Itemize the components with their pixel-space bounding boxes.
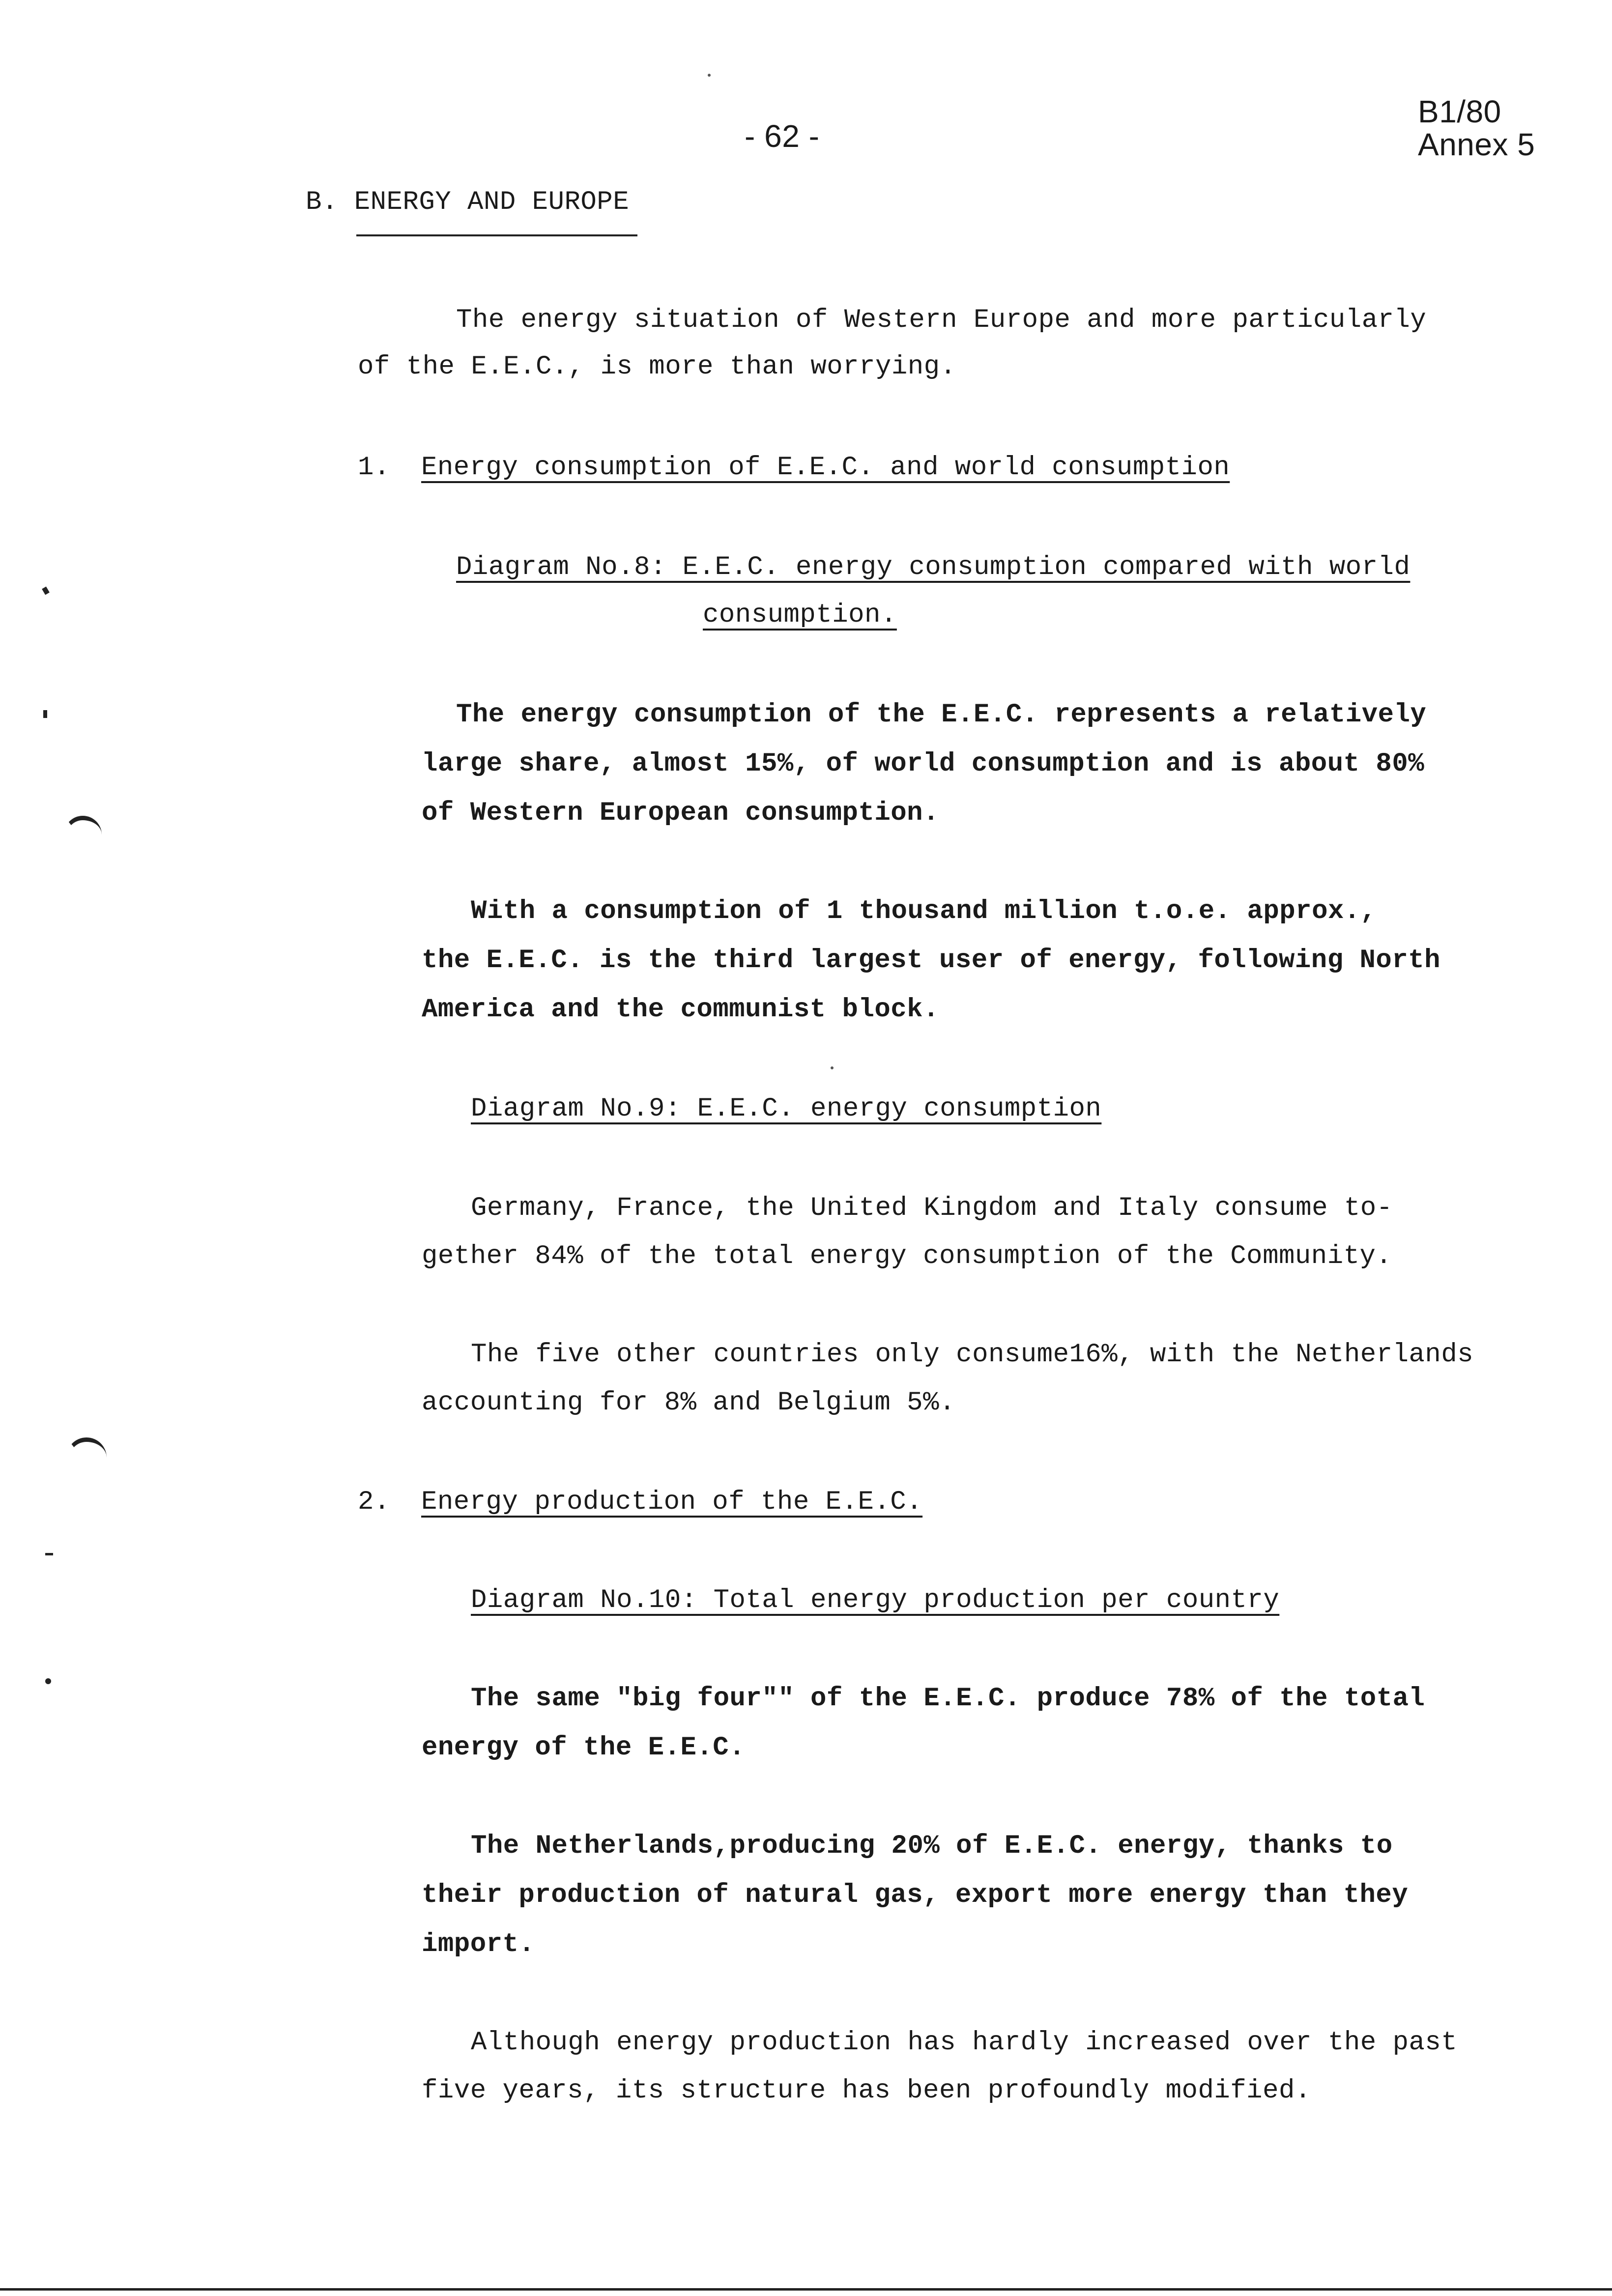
section-title-underline <box>356 234 637 236</box>
scan-speck <box>45 1678 51 1684</box>
paragraph-line: The five other countries only consume16%, with the Netherlands <box>471 1340 1474 1370</box>
item-2-number: 2. <box>358 1487 390 1517</box>
paragraph-line: gether 84% of the total energy consumption of the Community. <box>422 1241 1392 1271</box>
annex-label: Annex 5 <box>1418 127 1535 162</box>
binder-hole-mark <box>66 1437 107 1462</box>
intro-line-2: of the E.E.C., is more than worrying. <box>358 352 956 382</box>
paragraph-line: The Netherlands,producing 20% of E.E.C. energy, thanks to <box>471 1831 1393 1861</box>
paragraph-line: import. <box>422 1929 535 1959</box>
paragraph-line: America and the communist block. <box>422 995 939 1025</box>
intro-line-1: The energy situation of Western Europe and more particularly <box>456 305 1427 335</box>
scan-speck <box>708 74 711 77</box>
scan-speck <box>43 710 47 718</box>
page-bottom-edge <box>0 2288 1612 2291</box>
page-number: - 62 - <box>745 118 820 154</box>
diagram-10-caption: Diagram No.10: Total energy production per country <box>471 1585 1280 1615</box>
diagram-8-caption-cont: consumption. <box>703 600 897 630</box>
paragraph-line: large share, almost 15%, of world consumption and is about 80% <box>422 749 1425 779</box>
scan-speck <box>831 1066 834 1069</box>
paragraph-line: five years, its structure has been profoundly modified. <box>422 2076 1311 2106</box>
binder-hole-mark <box>64 816 102 840</box>
paragraph-line: their production of natural gas, export more energy than they <box>422 1880 1409 1910</box>
paragraph-line: the E.E.C. is the third largest user of energy, following North <box>422 946 1441 976</box>
item-1-number: 1. <box>358 453 390 483</box>
paragraph-line: The energy consumption of the E.E.C. represents a relatively <box>456 700 1427 730</box>
paragraph-line: energy of the E.E.C. <box>422 1733 746 1763</box>
paragraph-line: With a consumption of 1 thousand million t.o.e. approx., <box>471 896 1377 926</box>
section-title: B. ENERGY AND EUROPE <box>306 187 630 217</box>
document-reference: B1/80 <box>1418 94 1501 129</box>
diagram-8-caption: Diagram No.8: E.E.C. energy consumption compared with world <box>456 552 1410 582</box>
paragraph-line: The same "big four"" of the E.E.C. produce 78% of the total <box>471 1684 1425 1714</box>
scan-speck <box>45 1553 53 1555</box>
diagram-9-caption: Diagram No.9: E.E.C. energy consumption <box>471 1094 1102 1124</box>
paragraph-line: Although energy production has hardly increased over the past <box>471 2028 1458 2058</box>
item-2-heading: Energy production of the E.E.C. <box>421 1487 923 1517</box>
item-1-heading: Energy consumption of E.E.C. and world consumption <box>421 453 1230 483</box>
paragraph-line: Germany, France, the United Kingdom and Italy consume to- <box>471 1193 1393 1223</box>
scan-speck <box>42 586 50 595</box>
paragraph-line: accounting for 8% and Belgium 5%. <box>422 1388 955 1418</box>
paragraph-line: of Western European consumption. <box>422 798 939 828</box>
